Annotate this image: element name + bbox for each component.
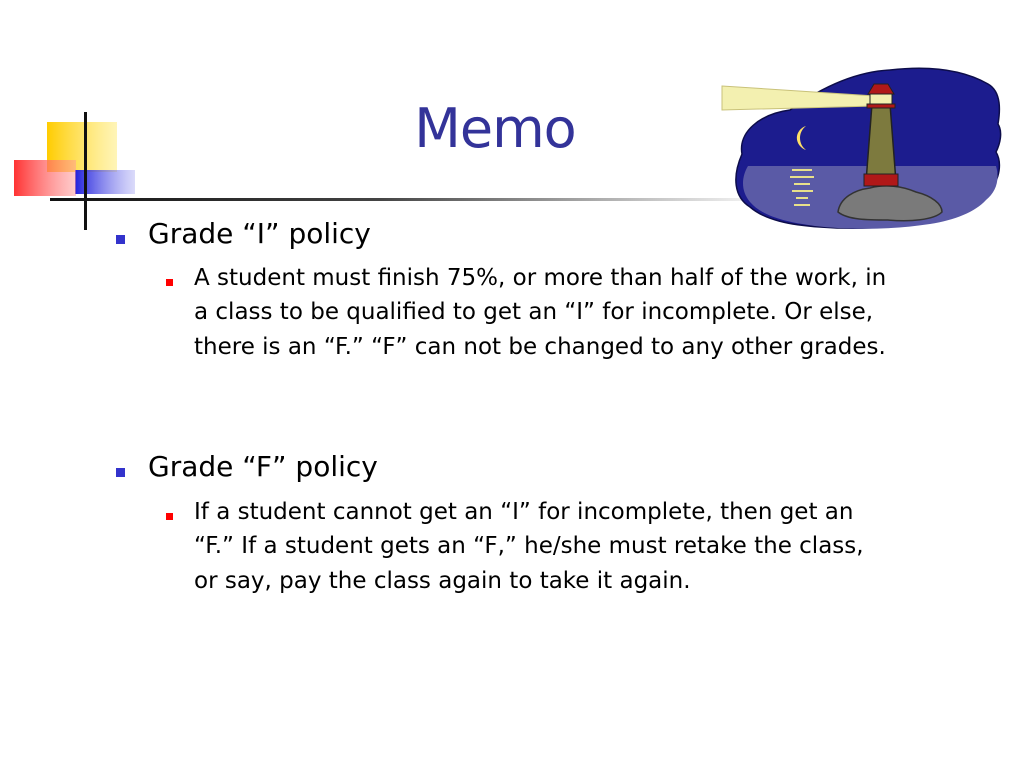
level2-bullet-marker bbox=[166, 279, 173, 286]
level1-bullet-marker bbox=[116, 468, 125, 477]
bullet-grade-i-detail: A student must finish 75%, or more than half of the work, in a class to be qualified to get an “I” for incomplete. Or else, there is an “F.” “F” can not be changed to any other grades. bbox=[194, 265, 887, 360]
bullet-grade-f-detail: If a student cannot get an “I” for incomplete, then get an “F.” If a student gets an “F,” he/she must retake the class, or say, pay the class again to take it again. bbox=[194, 499, 864, 594]
bullet-grade-i-heading: Grade “I” policy bbox=[148, 217, 371, 250]
bullet-grade-f-heading: Grade “F” policy bbox=[148, 450, 378, 483]
level1-bullet-marker bbox=[116, 235, 125, 244]
slide-title: Memo bbox=[414, 97, 576, 160]
level2-bullet-marker bbox=[166, 513, 173, 520]
